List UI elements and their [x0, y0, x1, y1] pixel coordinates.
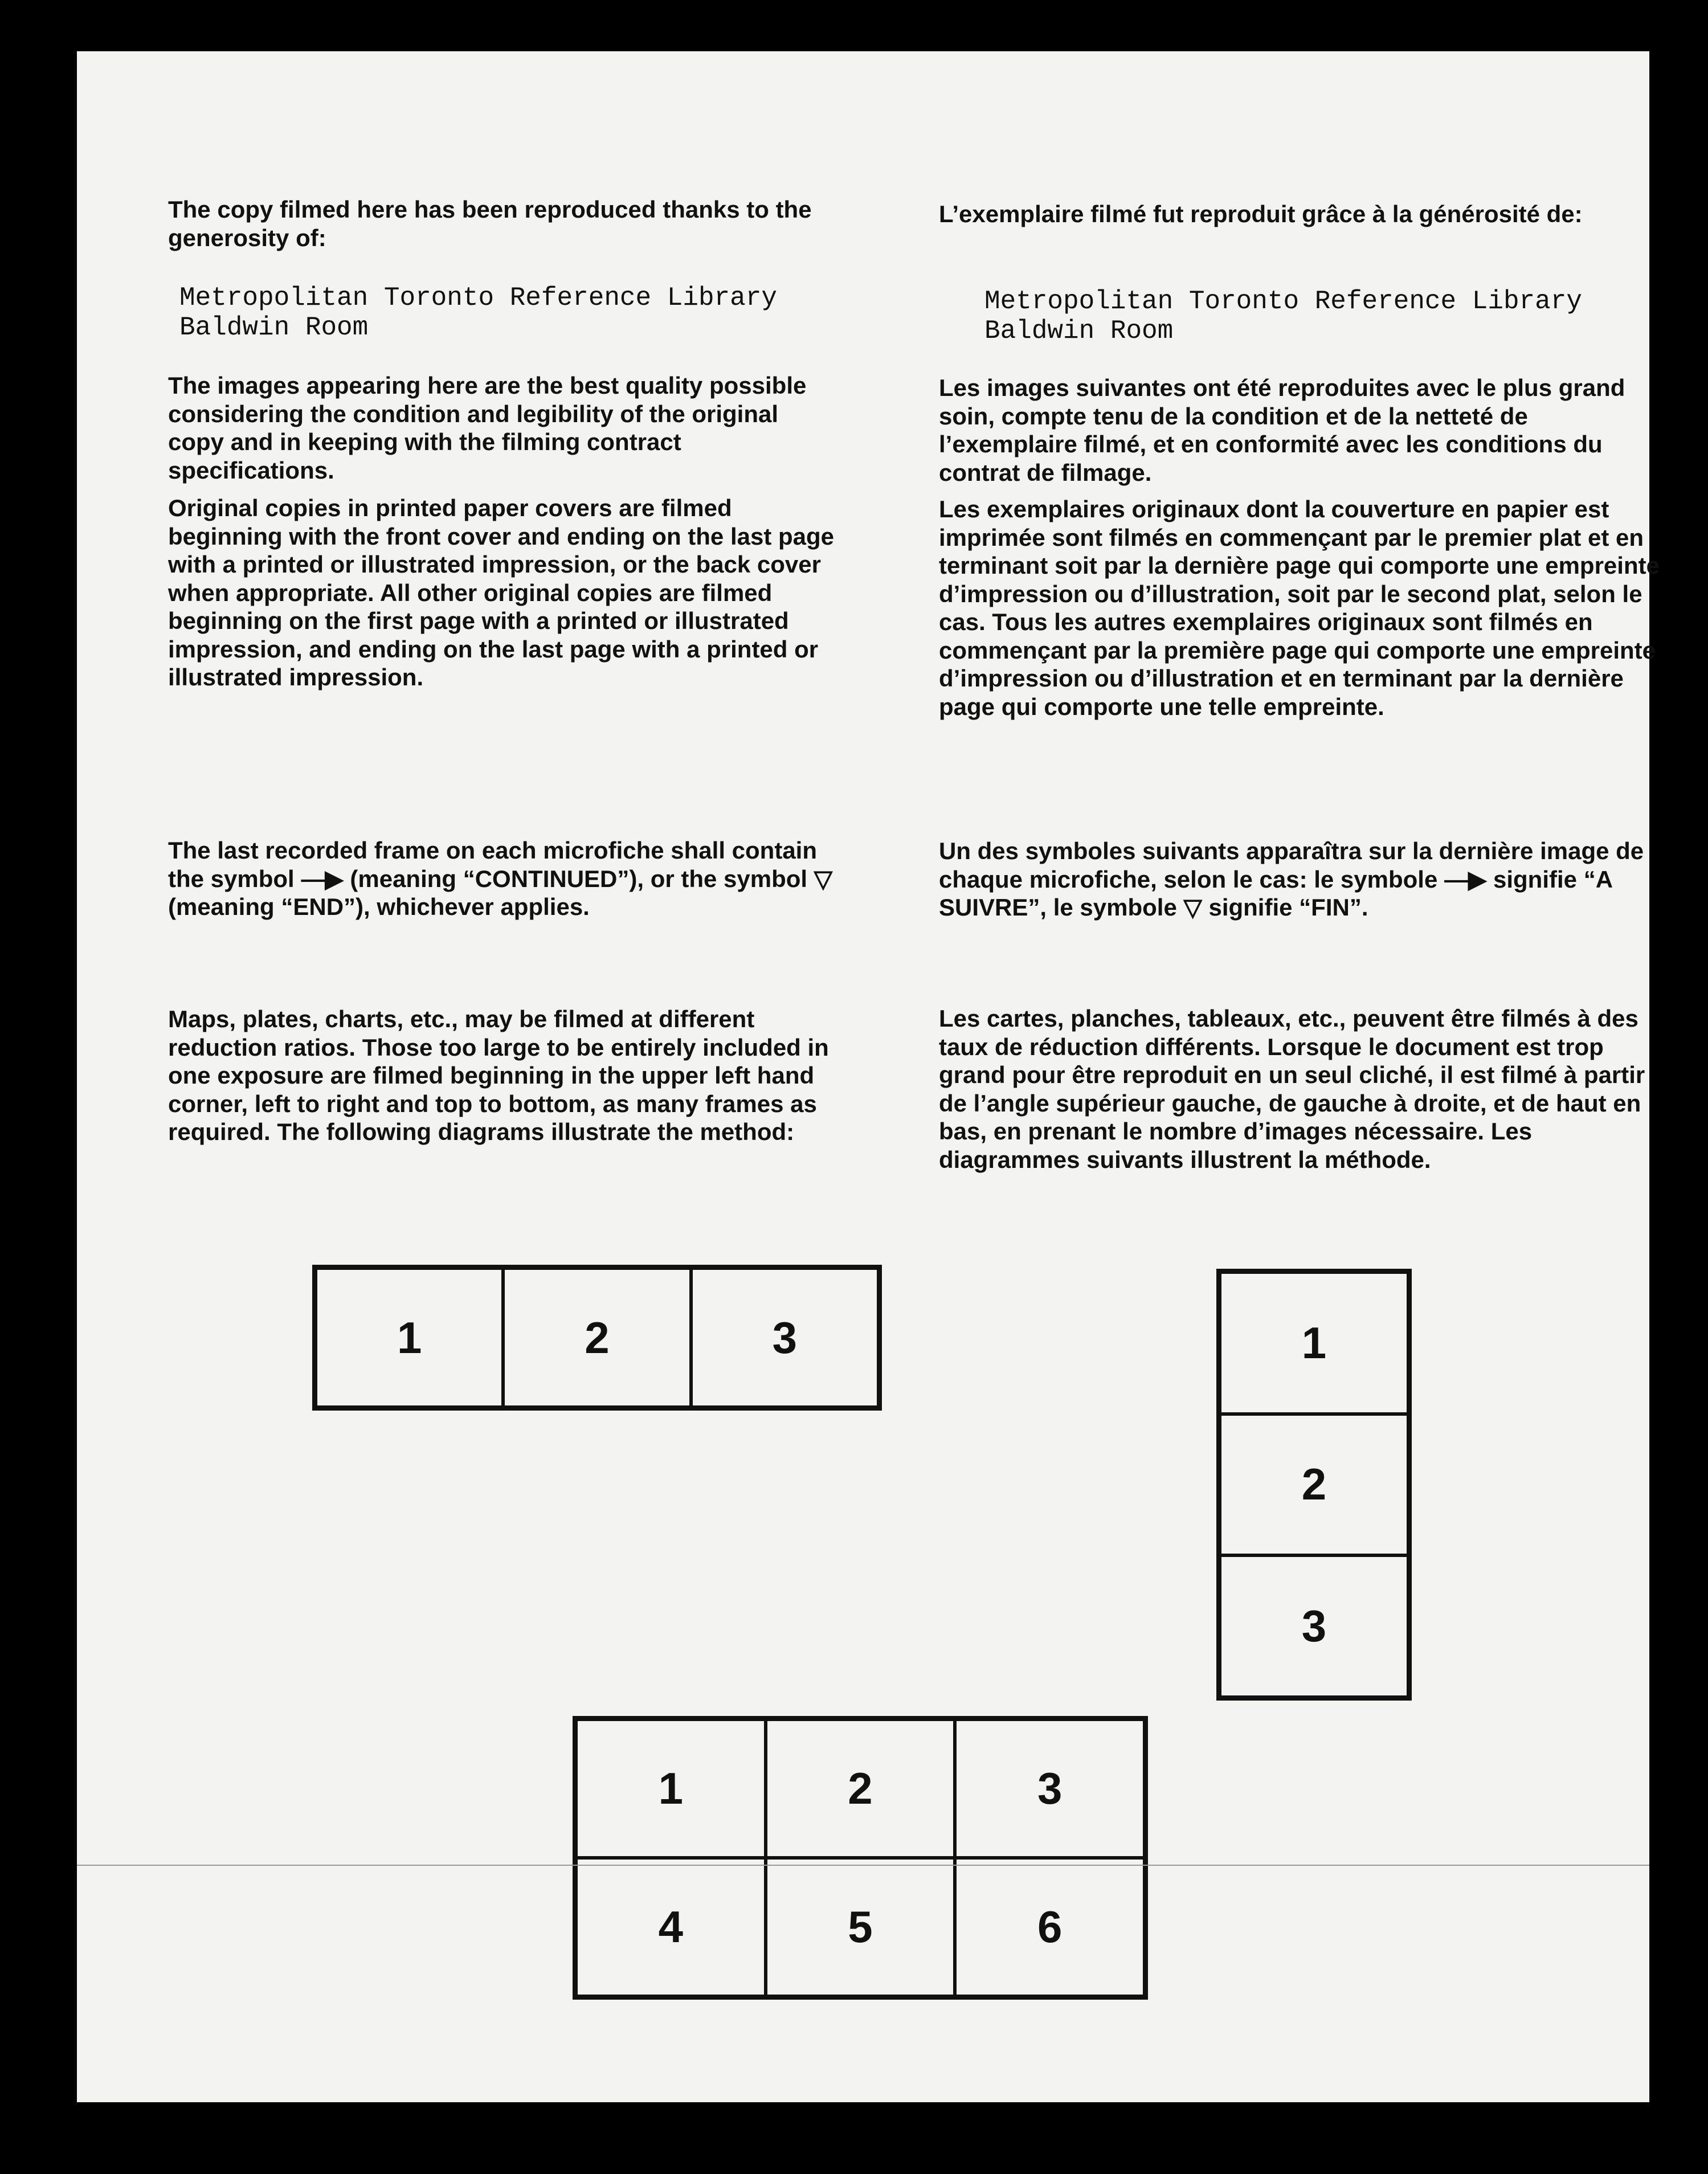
- english-maps-note: Maps, plates, charts, etc., may be filmed at different reduction ratios. Those too large to be entirely included in one exposure are filmed beginning in the upper left hand corner, left to right and top to bottom, as many frames as required. The following diagrams illustrate the method:: [168, 1006, 829, 1145]
- frame-cell: 3: [955, 1719, 1145, 1858]
- french-symbols-text-a: Un des symboles suivants apparaîtra sur la dernière image de chaque microfiche, selon le cas: le symbole: [939, 837, 1644, 893]
- continued-arrow-icon: —▶: [1444, 865, 1487, 893]
- english-symbols-text-c: (meaning “END”), whichever applies.: [168, 893, 590, 920]
- diagram-horizontal: [312, 1265, 882, 1411]
- french-intro: L’exemplaire filmé fut reproduit grâce à la générosité de:: [939, 201, 1583, 227]
- frame-cell: 1: [316, 1268, 503, 1407]
- scan-artifact-line: [77, 1865, 1649, 1866]
- frame-cell: 5: [766, 1858, 955, 1996]
- frame-cell: 2: [766, 1719, 955, 1858]
- diagram-vertical: [1216, 1269, 1412, 1701]
- english-symbols-text-b: (meaning “CONTINUED”), or the symbol: [350, 865, 808, 892]
- english-library-room: Baldwin Room: [179, 313, 369, 342]
- french-symbols-text-b: signifie “A SUIVRE”, le symbole: [939, 865, 1612, 921]
- frame-cell: 4: [576, 1858, 766, 1996]
- english-intro: The copy filmed here has been reproduced thanks to the generosity of:: [168, 196, 812, 251]
- frame-cell: 2: [503, 1268, 690, 1407]
- french-originals-note: Les exemplaires originaux dont la couverture en papier est imprimée sont filmés en commençant par le premier plat et en terminant soit par la dernière page qui comporte une empreinte d’impression ou d’illustration, soit par le second plat, selon le cas. Tous les autres exemplaires originaux sont filmés en commençant par la première page qui comporte une empreinte d’impression ou d’illustration et en terminant par la dernière page qui comporte une telle empreinte.: [939, 496, 1660, 720]
- frame-cell: 3: [1220, 1555, 1408, 1697]
- end-triangle-icon: ▽: [814, 865, 833, 892]
- english-symbols-text-a: The last recorded frame on each microfiche shall contain the symbol: [168, 837, 818, 892]
- english-originals-note: Original copies in printed paper covers are filmed beginning with the front cover and ending on the last page with a printed or illustrated impression, or the back cover when appropriate. All other original copies are filmed beginning on the first page with a printed or illustrated impression, and ending on the last page with a printed or illustrated impression.: [168, 495, 835, 690]
- french-library-name: Metropolitan Toronto Reference Library: [984, 287, 1582, 316]
- frame-cell: 2: [1220, 1414, 1408, 1556]
- english-quality-note: The images appearing here are the best quality possible considering the condition and legibility of the original copy and in keeping with the filming contract specifications.: [168, 372, 807, 484]
- end-triangle-icon: ▽: [1183, 894, 1202, 921]
- frame-cell: 3: [691, 1268, 878, 1407]
- diagram-grid: [573, 1716, 1148, 2000]
- frame-cell: 1: [576, 1719, 766, 1858]
- french-maps-note: Les cartes, planches, tableaux, etc., peuvent être filmés à des taux de réduction différents. Lorsque le document est trop grand pour être reproduit en un seul cliché, il est filmé à partir de l’angle supérieur gauche, de gauche à droite, et de haut en bas, en prenant le nombre d’images nécessaire. Les diagrammes suivants illustrent la méthode.: [939, 1005, 1645, 1173]
- french-library-room: Baldwin Room: [984, 316, 1174, 346]
- microfiche-page: [77, 51, 1660, 2102]
- french-symbols-text-c: signifie “FIN”.: [1208, 894, 1368, 921]
- continued-arrow-icon: —▶: [301, 865, 344, 892]
- frame-cell: 1: [1220, 1272, 1408, 1414]
- english-symbols-note: [168, 836, 840, 921]
- frame-cell: 6: [955, 1858, 1145, 1996]
- french-symbols-note: [939, 837, 1662, 922]
- english-library-name: Metropolitan Toronto Reference Library: [179, 283, 777, 313]
- french-quality-note: Les images suivantes ont été reproduites avec le plus grand soin, compte tenu de la condition et de la netteté de l’exemplaire filmé, et en conformité avec les conditions du contrat de filmage.: [939, 374, 1625, 486]
